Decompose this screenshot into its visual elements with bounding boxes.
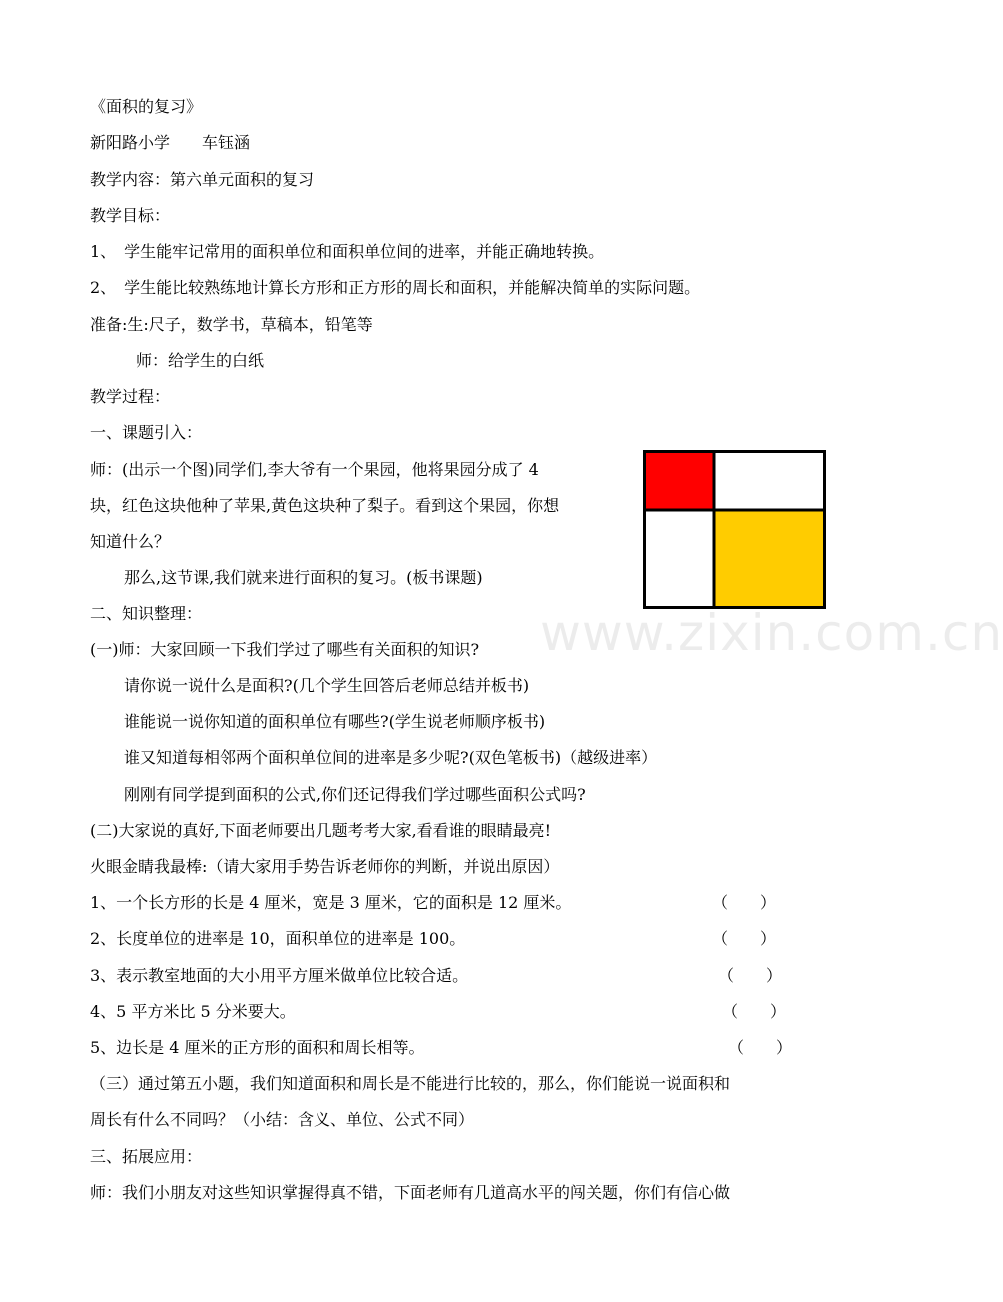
intro-line-3: 知道什么？ [90, 532, 171, 551]
pear-plot-yellow [714, 510, 823, 606]
part1-line: (一)师：大家回顾一下我们学过了哪些有关面积的知识? [90, 640, 480, 659]
watermark: www.zixin.com.cn [540, 604, 1003, 662]
prep-student: 准备:生:尺子，数学书，草稿本，铅笔等 [90, 315, 373, 334]
section1-heading: 一、课题引入： [90, 423, 203, 442]
orchard-diagram [643, 450, 826, 609]
goal-2: 2、 学生能比较熟练地计算长方形和正方形的周长和面积，并能解决简单的实际问题。 [90, 278, 701, 297]
judge-item: 4、5 平方米比 5 分米要大。 [90, 1002, 296, 1021]
question-4: 刚刚有同学提到面积的公式,你们还记得我们学过哪些面积公式吗? [124, 785, 586, 804]
prep-teacher: 师：给学生的白纸 [136, 351, 265, 370]
last-line: 师：我们小朋友对这些知识掌握得真不错，下面老师有几道高水平的闯关题，你们有信心做 [90, 1183, 731, 1202]
lesson-title: 《面积的复习》 [90, 97, 203, 116]
judge-item: 3、表示教室地面的大小用平方厘米做单位比较合适。 [90, 966, 469, 985]
apple-plot-red [646, 453, 714, 510]
judge-answer-paren: （ ） [712, 893, 777, 912]
intro-line-2: 块，红色这块他种了苹果,黄色这块种了梨子。看到这个果园，你想 [90, 496, 560, 515]
judge-answer-paren: （ ） [728, 1038, 793, 1057]
goals-heading: 教学目标： [90, 206, 171, 225]
judge-answer-paren: （ ） [718, 966, 783, 985]
judge-item: 5、边长是 4 厘米的正方形的面积和周长相等。 [90, 1038, 425, 1057]
goal-1: 1、 学生能牢记常用的面积单位和面积单位间的进率，并能正确地转换。 [90, 242, 605, 261]
question-1: 请你说一说什么是面积?(几个学生回答后老师总结并板书) [124, 676, 530, 695]
section2-heading: 二、知识整理： [90, 604, 203, 623]
judge-answer-paren: （ ） [722, 1002, 787, 1021]
judge-item: 2、长度单位的进率是 10，面积单位的进率是 100。 [90, 929, 466, 948]
question-3: 谁又知道每相邻两个面积单位间的进率是多少呢?(双色笔板书)（越级进率） [124, 748, 658, 767]
part3-line-1: （三）通过第五小题，我们知道面积和周长是不能进行比较的，那么，你们能说一说面积和 [90, 1074, 731, 1093]
judge-item: 1、一个长方形的长是 4 厘米，宽是 3 厘米，它的面积是 12 厘米。 [90, 893, 572, 912]
process-heading: 教学过程： [90, 387, 171, 406]
intro-line-1: 师：(出示一个图)同学们,李大爷有一个果园，他将果园分成了 4 [90, 460, 539, 479]
section3-heading: 三、拓展应用： [90, 1147, 203, 1166]
question-2: 谁能说一说你知道的面积单位有哪些?(学生说老师顺序板书) [124, 712, 546, 731]
intro-line-4: 那么,这节课,我们就来进行面积的复习。(板书课题) [124, 568, 483, 587]
part3-line-2: 周长有什么不同吗？（小结：含义、单位、公式不同） [90, 1110, 475, 1129]
author-line: 新阳路小学 车钰涵 [90, 133, 251, 152]
part2-line: (二)大家说的真好,下面老师要出几题考考大家,看看谁的眼睛最亮! [90, 821, 552, 840]
game-line: 火眼金睛我最棒:（请大家用手势告诉老师你的判断，并说出原因） [90, 857, 560, 876]
judge-answer-paren: （ ） [712, 929, 777, 948]
teaching-content: 教学内容：第六单元面积的复习 [90, 170, 315, 189]
